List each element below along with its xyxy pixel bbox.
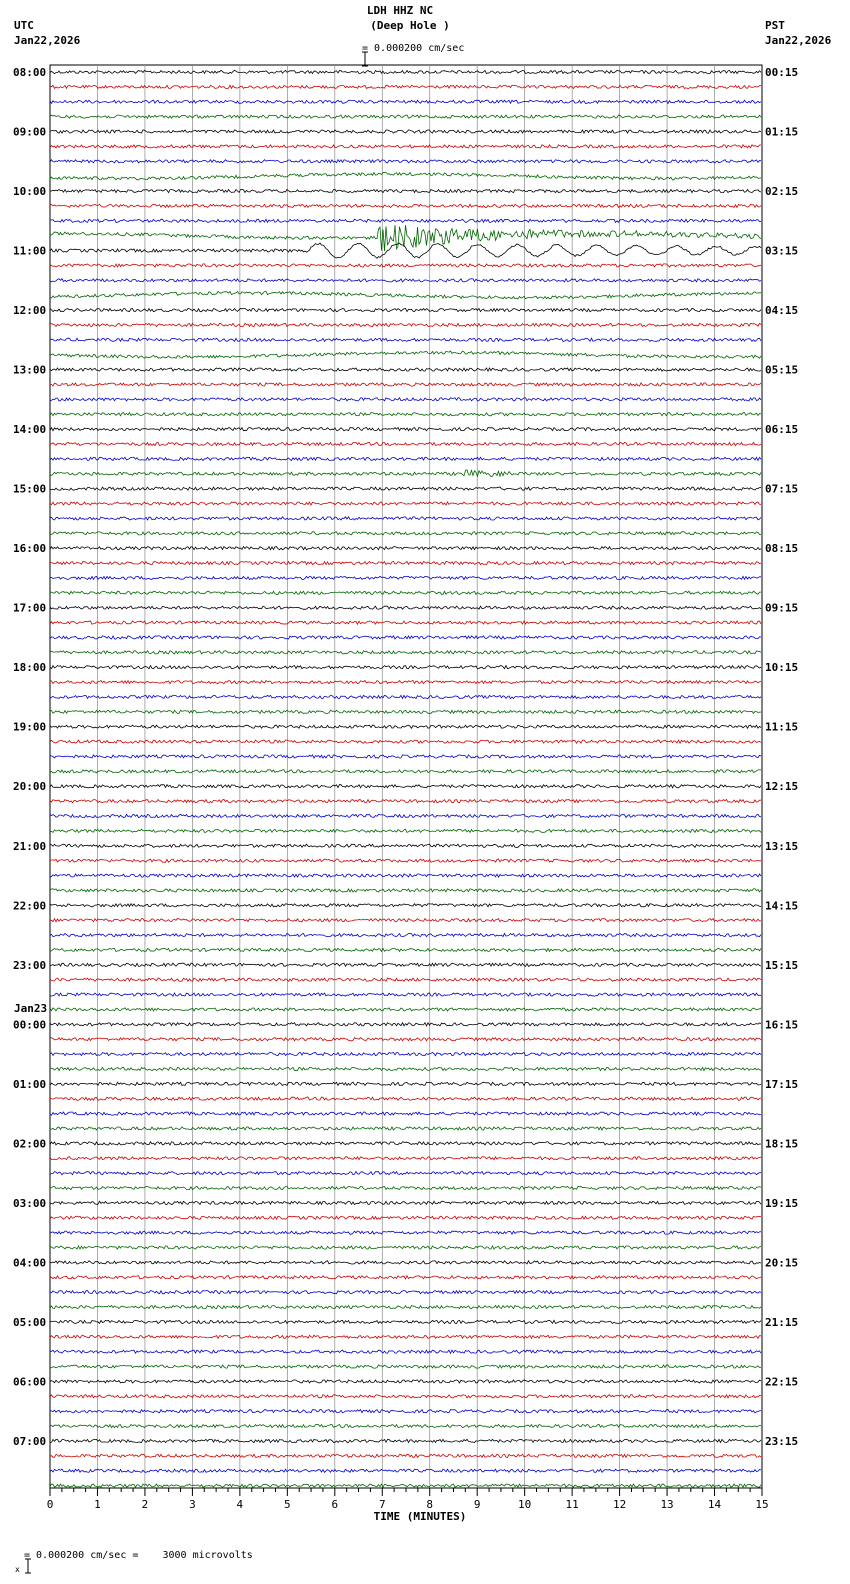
left-hour-label: 08:00 <box>13 66 47 79</box>
left-hour-label: 12:00 <box>13 304 47 318</box>
footer-scale-icon <box>2 1545 22 1574</box>
trace-line <box>50 814 761 817</box>
x-tick-label: 3 <box>189 1498 196 1511</box>
trace-line <box>50 1261 761 1264</box>
trace-line <box>50 1454 761 1457</box>
trace-line <box>50 1246 761 1249</box>
trace-line <box>50 725 761 728</box>
trace-line <box>50 1112 761 1115</box>
left-hour-label: 05:00 <box>13 1315 47 1329</box>
left-zone-label: UTC <box>14 19 34 32</box>
trace-line <box>50 338 761 341</box>
trace-line <box>50 740 761 743</box>
scale-label: = 0.000200 cm/sec <box>362 43 465 54</box>
trace-line <box>50 70 761 73</box>
right-hour-label: 12:15 <box>765 780 799 794</box>
trace-line <box>50 279 761 282</box>
trace-line <box>50 829 761 832</box>
trace-line <box>50 919 761 922</box>
right-hour-label: 04:15 <box>765 304 799 318</box>
plot-frame <box>50 65 762 1488</box>
trace-line <box>50 1395 761 1398</box>
trace-line <box>50 1008 761 1011</box>
left-date-label: Jan22,2026 <box>14 34 81 47</box>
trace-line <box>50 800 761 803</box>
x-axis-label: TIME (MINUTES) <box>373 1510 467 1523</box>
trace-line <box>50 100 761 103</box>
trace-line <box>50 502 761 505</box>
trace-line <box>50 904 761 907</box>
trace-line <box>50 1335 761 1338</box>
trace-line <box>50 1186 761 1189</box>
right-hour-label: 06:15 <box>765 423 799 437</box>
trace-line <box>50 1038 761 1041</box>
trace-line <box>50 859 761 862</box>
footer-scale-label: = 0.000200 cm/sec = 3000 microvolts <box>24 1550 253 1561</box>
trace-line <box>50 963 761 966</box>
x-tick-label: 15 <box>755 1498 769 1511</box>
date-change-label: Jan23 <box>14 1002 48 1015</box>
trace-line <box>50 547 761 550</box>
x-tick-label: 12 <box>612 1498 627 1511</box>
x-tick-label: 14 <box>707 1498 722 1511</box>
trace-line <box>50 562 761 565</box>
trace-line <box>50 889 761 892</box>
x-tick-label: 5 <box>284 1498 291 1511</box>
right-hour-label: 08:15 <box>765 542 799 556</box>
right-hour-label: 20:15 <box>765 1256 799 1270</box>
right-hour-label: 01:15 <box>765 125 799 139</box>
trace-line <box>50 1350 761 1353</box>
x-tick-label: 0 <box>46 1498 54 1511</box>
minute-gridlines <box>50 65 762 1488</box>
right-hour-label: 18:15 <box>765 1137 799 1151</box>
right-hour-label: 16:15 <box>765 1018 799 1032</box>
trace-line <box>50 695 761 698</box>
x-tick-label: 7 <box>378 1498 386 1511</box>
left-hour-label: 01:00 <box>13 1077 47 1091</box>
trace-line <box>50 264 761 267</box>
trace-line <box>50 309 761 312</box>
right-hour-label: 15:15 <box>765 958 799 972</box>
trace-line <box>50 933 761 936</box>
trace-line <box>50 368 761 371</box>
left-hour-label: 18:00 <box>13 661 47 675</box>
trace-line <box>50 1276 761 1279</box>
trace-line <box>50 85 761 88</box>
right-hour-label: 03:15 <box>765 244 799 258</box>
time-axis <box>47 1488 769 1511</box>
trace-line <box>50 785 761 788</box>
x-tick-label: 2 <box>141 1498 149 1511</box>
trace-line <box>50 1380 761 1383</box>
trace-line <box>50 1216 761 1219</box>
trace-line <box>50 576 761 579</box>
trace-line <box>50 351 761 358</box>
trace-line <box>50 532 761 535</box>
left-hour-label: 09:00 <box>13 125 47 139</box>
left-hour-label: 17:00 <box>13 601 47 615</box>
right-hour-label: 05:15 <box>765 363 799 377</box>
trace-line <box>50 173 761 180</box>
right-hour-label: 19:15 <box>765 1196 799 1210</box>
x-tick-label: 4 <box>236 1498 244 1511</box>
left-hour-label: 20:00 <box>13 780 47 794</box>
trace-line <box>50 442 761 445</box>
trace-line <box>50 755 761 758</box>
trace-line <box>50 160 761 163</box>
right-hour-label: 02:15 <box>765 185 799 199</box>
trace-line <box>50 1157 761 1160</box>
right-date-label: Jan22,2026 <box>765 34 832 47</box>
left-hour-label: 19:00 <box>13 720 47 734</box>
left-hour-label: 10:00 <box>13 185 47 199</box>
trace-layer <box>50 70 761 1487</box>
trace-line <box>50 606 761 609</box>
trace-line <box>50 204 761 207</box>
trace-line <box>50 398 761 401</box>
trace-line <box>50 219 761 222</box>
trace-line <box>50 1023 761 1026</box>
right-hour-label: 22:15 <box>765 1375 799 1389</box>
x-tick-label: 10 <box>518 1498 532 1511</box>
trace-line <box>50 993 761 996</box>
trace-line <box>50 1469 761 1472</box>
svg-text:x: x <box>15 1565 21 1574</box>
trace-line <box>50 1291 761 1294</box>
right-hour-label: 23:15 <box>765 1434 799 1448</box>
left-hour-label: 22:00 <box>13 899 47 913</box>
trace-line <box>50 1053 761 1056</box>
x-tick-label: 9 <box>473 1498 481 1511</box>
trace-line <box>50 470 761 477</box>
trace-line <box>50 1320 761 1323</box>
trace-line <box>50 517 761 520</box>
trace-line <box>50 1410 761 1413</box>
trace-line <box>50 621 761 624</box>
station-title: LDH HHZ NC <box>366 4 434 17</box>
trace-line <box>50 948 761 951</box>
trace-line <box>50 1172 761 1175</box>
trace-line <box>50 651 761 654</box>
left-hour-label: 16:00 <box>13 542 47 556</box>
trace-line <box>50 243 761 258</box>
trace-line <box>50 844 761 847</box>
trace-line <box>50 323 761 326</box>
trace-line <box>50 591 761 594</box>
left-hour-label: 15:00 <box>13 482 47 496</box>
left-hour-label: 03:00 <box>13 1196 47 1210</box>
trace-line <box>50 383 761 386</box>
x-tick-label: 1 <box>94 1498 101 1511</box>
x-tick-label: 8 <box>426 1498 434 1511</box>
x-tick-label: 11 <box>565 1498 579 1511</box>
trace-line <box>50 1067 761 1070</box>
left-hour-label: 02:00 <box>13 1137 47 1151</box>
trace-line <box>50 428 761 431</box>
right-hour-label: 10:15 <box>765 661 799 675</box>
trace-line <box>50 666 761 669</box>
trace-line <box>50 770 761 773</box>
trace-line <box>50 1201 761 1204</box>
trace-line <box>50 1425 761 1428</box>
hour-labels <box>13 66 798 1448</box>
trace-line <box>50 189 761 192</box>
left-hour-label: 23:00 <box>13 958 47 972</box>
right-hour-label: 00:15 <box>765 66 799 79</box>
trace-line <box>50 681 761 684</box>
trace-line <box>50 413 761 416</box>
right-hour-label: 17:15 <box>765 1077 799 1091</box>
x-tick-label: 6 <box>331 1498 339 1511</box>
trace-line <box>50 710 761 713</box>
right-hour-label: 21:15 <box>765 1315 799 1329</box>
trace-line <box>50 457 761 460</box>
right-zone-label: PST <box>765 19 785 32</box>
trace-line <box>50 1439 761 1442</box>
trace-line <box>50 1097 761 1100</box>
trace-line <box>50 1082 761 1085</box>
left-hour-label: 21:00 <box>13 839 47 853</box>
trace-line <box>50 1305 761 1308</box>
trace-line <box>50 487 761 490</box>
right-hour-label: 14:15 <box>765 899 799 913</box>
left-hour-label: 14:00 <box>13 423 47 437</box>
left-hour-label: 13:00 <box>13 363 47 377</box>
x-tick-label: 13 <box>660 1498 674 1511</box>
trace-line <box>50 1127 761 1130</box>
trace-line <box>50 130 761 133</box>
right-hour-label: 09:15 <box>765 601 799 615</box>
left-hour-label: 11:00 <box>13 244 47 258</box>
scale-bar-icon <box>346 38 358 54</box>
trace-line <box>50 874 761 877</box>
left-hour-label: 06:00 <box>13 1375 47 1389</box>
trace-line <box>50 1231 761 1234</box>
left-hour-label: 07:00 <box>13 1434 47 1448</box>
left-hour-label: 04:00 <box>13 1256 47 1270</box>
trace-line <box>50 1142 761 1145</box>
right-hour-label: 13:15 <box>765 839 799 853</box>
trace-line <box>50 978 761 981</box>
right-hour-label: 07:15 <box>765 482 799 496</box>
trace-line <box>50 636 761 639</box>
right-hour-label: 11:15 <box>765 720 799 734</box>
location-subtitle: (Deep Hole ) <box>370 19 450 32</box>
trace-line <box>50 292 761 299</box>
trace-line <box>50 145 761 148</box>
trace-line <box>50 1365 761 1368</box>
left-hour-label: 00:00 <box>13 1018 47 1032</box>
trace-line <box>50 1484 761 1487</box>
trace-line <box>50 115 761 118</box>
